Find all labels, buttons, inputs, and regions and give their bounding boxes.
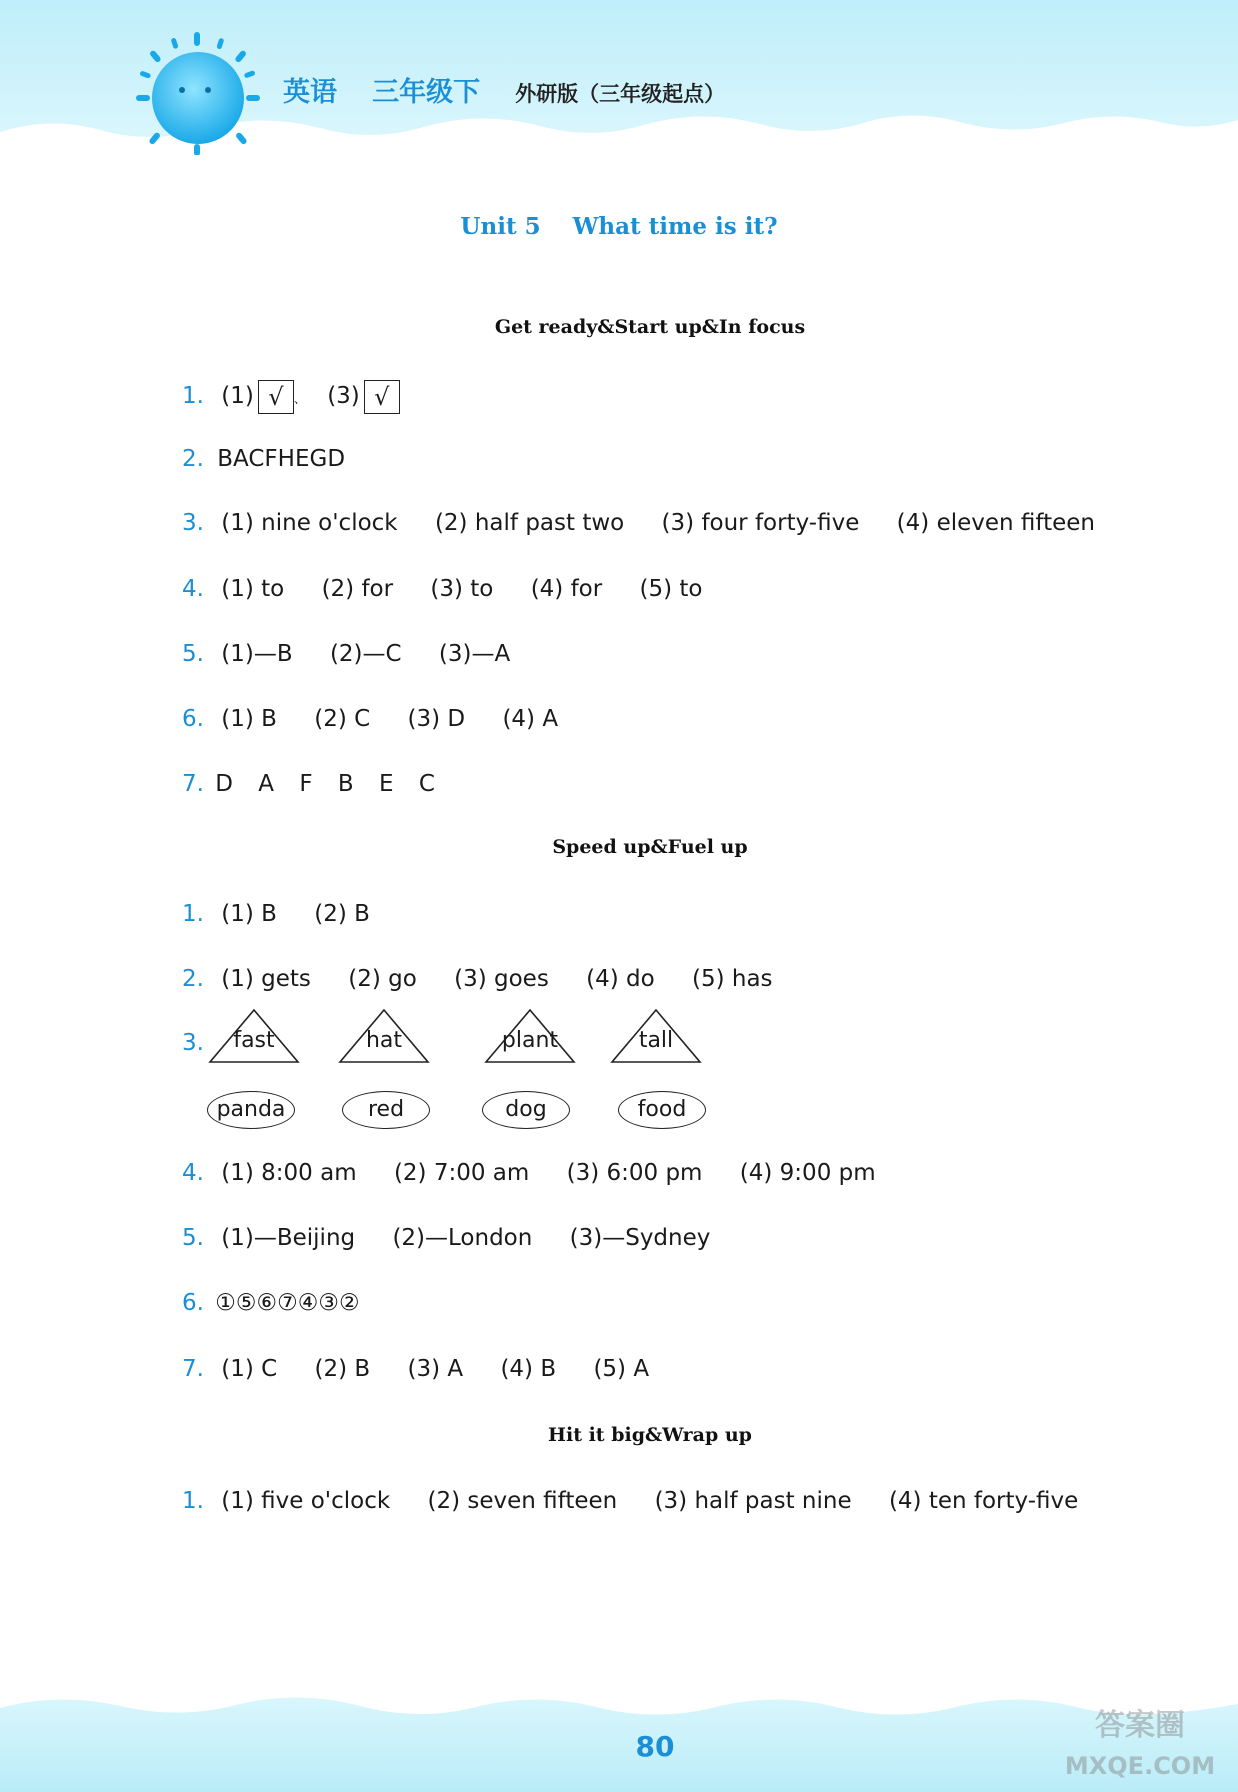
triangle-word: hat (338, 1008, 430, 1064)
unit-title (0, 213, 1238, 240)
answer-row-7: 7. D A F B E C (182, 771, 435, 797)
answer-row-6: 6. (1) B (2) C (3) D (4) A (182, 706, 559, 732)
answer-row-1: 1. (1) five o'clock (2) seven fifteen (3) half past nine (4) ten forty-five (182, 1488, 1079, 1514)
answer-row-4: 4. (1) to (2) for (3) to (4) for (5) to (182, 576, 703, 602)
checkbox-mark: √ (364, 380, 400, 414)
header-grade: 三年级下 (372, 77, 481, 108)
answer-row-2: 2. (1) gets (2) go (3) goes (4) do (5) has (182, 966, 773, 992)
header-title (283, 70, 725, 109)
oval-word: dog (482, 1091, 570, 1129)
answer-row-1: 1. (1) B (2) B (182, 901, 370, 927)
header-edition: 外研版（三年级起点） (515, 82, 726, 106)
answer-row-7: 7. (1) C (2) B (3) A (4) B (5) A (182, 1356, 650, 1382)
answer-row-2: 2. BACFHEGD (182, 446, 346, 472)
section-title: Hit it big&Wrap up (548, 1424, 752, 1446)
answer-row-3: 3. (182, 1030, 204, 1056)
header-subject: 英语 (283, 77, 337, 108)
triangle-word: tall (610, 1008, 702, 1064)
answer-row-6: 6. ①⑤⑥⑦④③② (182, 1290, 360, 1316)
section-title: Get ready&Start up&In focus (494, 316, 806, 338)
unit-name: What time is it? (572, 213, 778, 240)
answer-row-1: 1. (1) √ 、 (3) √ (182, 379, 400, 413)
oval-word: red (342, 1091, 430, 1129)
unit-number: Unit 5 (460, 213, 541, 240)
answer-row-5: 5. (1)—Beijing (2)—London (3)—Sydney (182, 1225, 711, 1251)
answer-row-4: 4. (1) 8:00 am (2) 7:00 am (3) 6:00 pm (4) 9:00 pm (182, 1160, 876, 1186)
watermark-url: MXQE.COM (1064, 1752, 1216, 1780)
watermark-logo: 答案圈 (1095, 1708, 1185, 1743)
triangle-word: plant (484, 1008, 576, 1064)
answer-row-3: 3. (1) nine o'clock (2) half past two (3) four forty-five (4) eleven fifteen (182, 510, 1095, 536)
section-title: Speed up&Fuel up (552, 836, 748, 858)
page-number: 80 (635, 1730, 675, 1763)
checkbox-mark: √ (258, 380, 294, 414)
answer-row-5: 5. (1)—B (2)—C (3)—A (182, 641, 511, 667)
oval-word: panda (207, 1091, 295, 1129)
triangle-word: fast (208, 1008, 300, 1064)
oval-word: food (618, 1091, 706, 1129)
